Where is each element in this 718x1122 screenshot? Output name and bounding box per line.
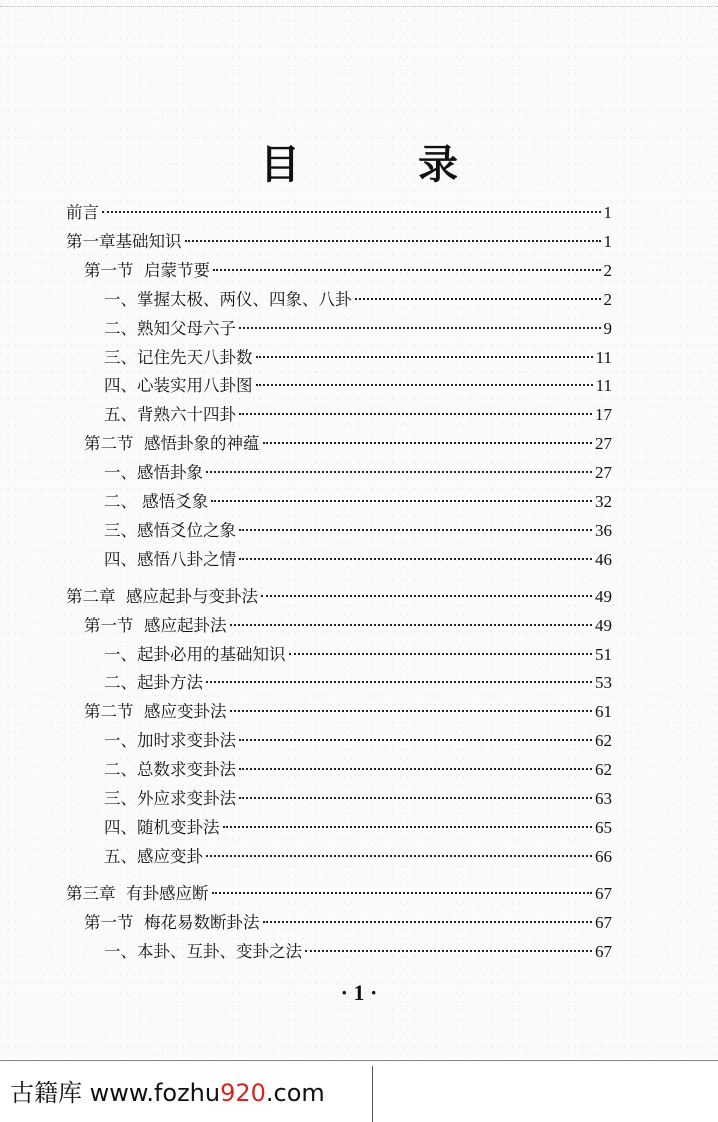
toc-entry-label: 二、熟知父母六子 bbox=[104, 318, 236, 338]
watermark-url-suffix: .com bbox=[265, 1079, 325, 1107]
toc-entry-label: 一、感悟卦象 bbox=[104, 463, 203, 483]
page-number: · 1 · bbox=[340, 980, 378, 1005]
toc-entry-label: 一、本卦、互卦、变卦之法 bbox=[104, 941, 302, 961]
toc-leader-dots bbox=[289, 653, 593, 655]
toc-entry-page: 67 bbox=[595, 883, 612, 903]
toc-entry[interactable] bbox=[104, 844, 612, 870]
toc-entry-page: 67 bbox=[595, 912, 612, 932]
toc-leader-dots bbox=[185, 240, 601, 242]
toc-entry-label: 二、 感悟爻象 bbox=[104, 492, 209, 511]
toc-entry-page: 11 bbox=[595, 347, 612, 367]
toc-entry-page: 62 bbox=[595, 731, 612, 751]
toc-entry[interactable] bbox=[104, 287, 612, 313]
toc-entry[interactable] bbox=[66, 881, 612, 907]
toc-entry-page: 51 bbox=[595, 644, 612, 664]
toc-leader-dots bbox=[239, 327, 601, 329]
toc-entry[interactable] bbox=[104, 489, 612, 515]
toc-entry[interactable] bbox=[104, 460, 612, 486]
toc-leader-dots bbox=[206, 681, 592, 683]
toc-leader-dots bbox=[230, 710, 593, 712]
toc-entry-page: 63 bbox=[595, 789, 612, 808]
watermark-url-prefix: www.fozhu bbox=[89, 1079, 221, 1107]
toc-leader-dots bbox=[305, 950, 592, 952]
toc-entry-page: 49 bbox=[595, 615, 612, 635]
toc-entry-label: 三、感悟爻位之象 bbox=[104, 520, 236, 540]
toc-entry[interactable] bbox=[84, 431, 612, 457]
toc-entry-label: 四、感悟八卦之情 bbox=[104, 549, 236, 569]
toc-leader-dots bbox=[230, 624, 593, 626]
toc-entry-page: 61 bbox=[595, 702, 612, 722]
toc-entry-page: 66 bbox=[595, 846, 612, 866]
toc-entry-page: 53 bbox=[595, 673, 612, 693]
toc-entry-label: 五、感应变卦 bbox=[104, 846, 203, 866]
toc-leader-dots bbox=[263, 921, 593, 923]
toc-entry-label: 四、心装实用八卦图 bbox=[104, 376, 253, 396]
toc-entry[interactable] bbox=[104, 815, 612, 841]
top-divider bbox=[0, 6, 718, 8]
toc-entry-label: 三、记住先天八卦数 bbox=[104, 347, 253, 367]
toc-entry[interactable] bbox=[104, 642, 612, 668]
toc-entry-label: 第二节 感应变卦法 bbox=[84, 702, 227, 722]
toc-entry-page: 36 bbox=[595, 520, 612, 540]
toc-leader-dots bbox=[239, 413, 592, 415]
toc-entry-page: 32 bbox=[595, 492, 612, 511]
toc-entry[interactable] bbox=[84, 258, 612, 284]
toc-entry[interactable] bbox=[66, 584, 612, 610]
toc-entry[interactable] bbox=[104, 547, 612, 573]
toc-entry-label: 第一节 梅花易数断卦法 bbox=[84, 912, 260, 932]
toc-entry-label: 一、起卦必用的基础知识 bbox=[104, 644, 286, 664]
toc-entry[interactable] bbox=[66, 200, 612, 226]
toc-entry-page: 49 bbox=[595, 586, 612, 606]
toc-leader-dots bbox=[239, 797, 592, 799]
toc-entry[interactable] bbox=[66, 229, 612, 255]
toc-entry[interactable] bbox=[104, 373, 612, 399]
toc-entry-label: 二、总数求变卦法 bbox=[104, 760, 236, 780]
toc-entry-page: 11 bbox=[595, 376, 612, 396]
bottom-divider bbox=[0, 1060, 718, 1061]
toc-entry-page: 2 bbox=[603, 289, 612, 309]
page-title: 目 录 bbox=[260, 142, 510, 188]
toc-leader-dots bbox=[239, 529, 592, 531]
toc-entry[interactable] bbox=[104, 345, 612, 371]
toc-entry-label: 五、背熟六十四卦 bbox=[104, 405, 236, 425]
toc-entry-label: 前言 bbox=[66, 203, 99, 222]
toc-entry-label: 二、起卦方法 bbox=[104, 673, 203, 693]
toc-leader-dots bbox=[239, 739, 592, 741]
toc-entry-label: 一、掌握太极、两仪、四象、八卦 bbox=[104, 289, 352, 309]
toc-entry-page: 65 bbox=[595, 817, 612, 837]
toc-entry[interactable] bbox=[104, 402, 612, 428]
toc-entry-label: 第一节 感应起卦法 bbox=[84, 615, 227, 635]
toc-entry[interactable] bbox=[104, 670, 612, 696]
toc-entry[interactable] bbox=[104, 939, 612, 965]
watermark-site-name: 古籍库 bbox=[10, 1079, 82, 1107]
toc-leader-dots bbox=[239, 768, 592, 770]
watermark-divider bbox=[372, 1066, 373, 1122]
toc-entry[interactable] bbox=[84, 613, 612, 639]
toc-leader-dots bbox=[256, 356, 593, 358]
toc-leader-dots bbox=[261, 595, 592, 597]
watermark[interactable] bbox=[10, 1078, 325, 1108]
toc-entry-page: 67 bbox=[595, 941, 612, 961]
toc-entry-page: 27 bbox=[595, 434, 612, 454]
toc-entry-label: 一、加时求变卦法 bbox=[104, 731, 236, 751]
toc-leader-dots bbox=[206, 471, 592, 473]
toc-entry-label: 第一节 启蒙节要 bbox=[84, 260, 210, 280]
toc-entry[interactable] bbox=[104, 316, 612, 342]
toc-entry-label: 第二节 感悟卦象的神蕴 bbox=[84, 434, 260, 454]
toc-leader-dots bbox=[263, 442, 593, 444]
toc-leader-dots bbox=[213, 269, 601, 271]
toc-entry-label: 四、随机变卦法 bbox=[104, 817, 220, 837]
toc-entry[interactable] bbox=[104, 728, 612, 754]
toc-leader-dots bbox=[223, 826, 593, 828]
toc-entry-label: 第一章基础知识 bbox=[66, 231, 182, 251]
toc-leader-dots bbox=[206, 855, 592, 857]
toc-entry[interactable] bbox=[84, 910, 612, 936]
toc-leader-dots bbox=[239, 558, 592, 560]
toc-entry-page: 17 bbox=[595, 405, 612, 425]
toc-entry-label: 第三章 有卦感应断 bbox=[66, 883, 209, 903]
toc-entry[interactable] bbox=[84, 699, 612, 725]
toc-entry-page: 1 bbox=[603, 203, 612, 222]
toc-leader-dots bbox=[256, 384, 593, 386]
toc-entry-page: 46 bbox=[595, 549, 612, 569]
toc-leader-dots bbox=[102, 211, 601, 213]
toc-entry[interactable] bbox=[104, 518, 612, 544]
toc-entry-page: 27 bbox=[595, 463, 612, 483]
toc-entry-page: 2 bbox=[603, 260, 612, 280]
toc-entry-page: 62 bbox=[595, 760, 612, 780]
toc-entry[interactable] bbox=[104, 757, 612, 783]
toc-entry-page: 9 bbox=[603, 318, 612, 338]
toc-entry-page: 1 bbox=[603, 231, 612, 251]
toc-leader-dots bbox=[212, 892, 593, 894]
watermark-url-number: 920 bbox=[220, 1079, 266, 1107]
toc-leader-dots bbox=[211, 500, 592, 502]
toc-entry-label: 第二章 感应起卦与变卦法 bbox=[66, 586, 258, 606]
toc-entry[interactable] bbox=[104, 786, 612, 812]
toc-leader-dots bbox=[355, 298, 601, 300]
toc-entry-label: 三、外应求变卦法 bbox=[104, 789, 236, 808]
